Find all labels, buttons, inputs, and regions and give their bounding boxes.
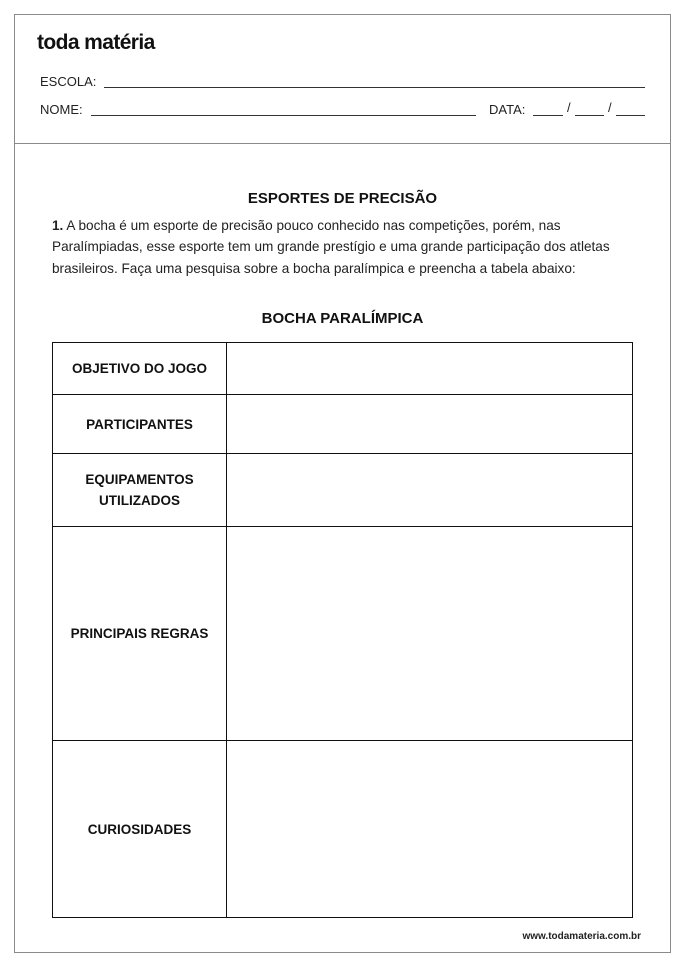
nome-label: NOME: (40, 102, 83, 117)
worksheet-title: ESPORTES DE PRECISÃO (247, 190, 438, 207)
answer-cell-equipamentos[interactable] (227, 454, 633, 527)
answer-cell-objetivo[interactable] (227, 343, 633, 395)
table-row (53, 741, 633, 918)
row-label-cell (53, 454, 227, 527)
table-row (53, 527, 633, 741)
row-label: OBJETIVO DO JOGO (71, 361, 208, 376)
row-label: CURIOSIDADES (87, 821, 192, 837)
table-row (53, 395, 633, 454)
date-separator: / (608, 100, 612, 115)
question-1 (52, 215, 634, 279)
escola-field[interactable] (104, 87, 645, 88)
date-separator: / (567, 100, 571, 115)
footer-url: www.todamateria.com.br (522, 931, 641, 942)
question-number: 1. (52, 218, 64, 233)
row-label-cell (53, 741, 227, 918)
question-text: A bocha é um esporte de precisão pouco conhecido nas competições, porém, nas Paralímpiadas, esse esporte tem um grande prestígio e uma grande participação dos atletas brasileiros. Faça uma pesquisa sobre a bocha paralímpica e preencha a tabela abaixo: (52, 218, 610, 276)
table-row (53, 454, 633, 527)
date-month-field[interactable] (575, 115, 604, 116)
row-label: EQUIPAMENTOS UTILIZADOS (85, 472, 194, 508)
row-label: PRINCIPAIS REGRAS (70, 626, 209, 641)
date-day-field[interactable] (533, 115, 563, 116)
data-label: DATA: (489, 102, 526, 117)
answer-cell-curiosidades[interactable] (227, 741, 633, 918)
answer-cell-regras[interactable] (227, 527, 633, 741)
date-year-field[interactable] (616, 115, 645, 116)
answer-cell-participantes[interactable] (227, 395, 633, 454)
row-label-cell (53, 527, 227, 741)
row-label-cell (53, 343, 227, 395)
table-row (53, 343, 633, 395)
header-divider (14, 143, 671, 144)
row-label: PARTICIPANTES (86, 416, 193, 432)
bocha-table (52, 342, 633, 918)
table-title: BOCHA PARALÍMPICA (261, 310, 424, 327)
escola-label: ESCOLA: (40, 74, 97, 89)
nome-field[interactable] (91, 115, 476, 116)
row-label-cell (53, 395, 227, 454)
logo: toda matéria (37, 31, 155, 54)
